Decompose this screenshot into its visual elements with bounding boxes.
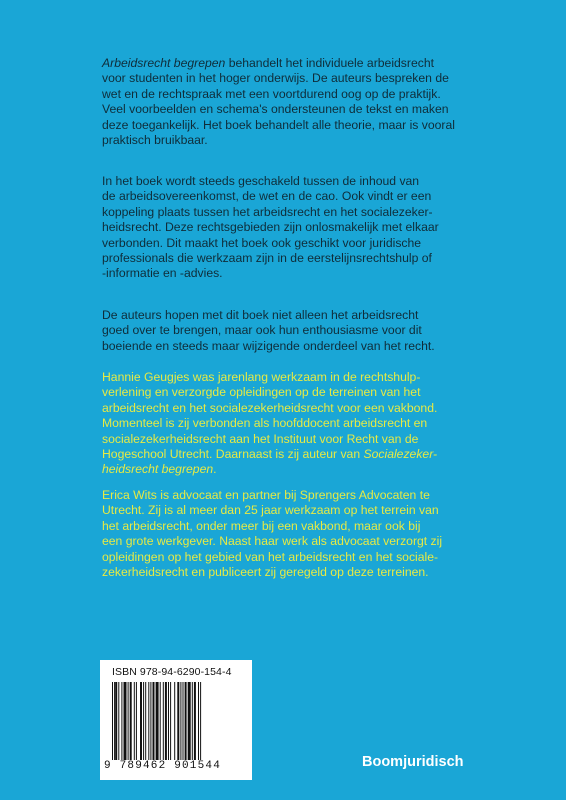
bio1-line: arbeidsrecht en het socialezekerheidsrecht voor een vakbond. — [102, 400, 438, 415]
bio1-line: verlening en verzorgde opleidingen op de terreinen van het — [102, 385, 421, 400]
other-book-title-italic: Socialezeker- — [363, 447, 438, 462]
desc-p2-line: verbonden. Dit maakt het boek ook geschikt voor juridische — [102, 235, 422, 250]
isbn-label: ISBN 978-94-6290-154-4 — [112, 666, 232, 678]
description-paragraph-1 — [102, 56, 522, 148]
desc-p1-line-1: Arbeidsrecht begrepen behandelt het individuele arbeidsrecht — [102, 56, 434, 70]
book-title-italic: Arbeidsrecht begrepen — [102, 56, 226, 70]
desc-p2-line: de arbeidsovereenkomst, de wet en de cao. Ook vindt er een — [102, 189, 432, 204]
publisher-logo: Boomjuridisch — [362, 754, 464, 770]
desc-p1-line: praktisch bruikbaar. — [102, 133, 208, 148]
author-bio-geugjes — [102, 370, 522, 478]
desc-p2-line: professionals die werkzaam zijn in de eerstelijnsrechtshulp of — [102, 251, 432, 266]
author-bio-wits — [102, 488, 522, 580]
bio1-line: heidsrecht begrepen. — [102, 462, 217, 477]
bio2-line: Erica Wits is advocaat en partner bij Sprengers Advocaten te — [102, 488, 430, 502]
desc-p2-line: koppeling plaats tussen het arbeidsrecht en het socialezeker- — [102, 204, 433, 219]
bio2-line: opleidingen op het gebied van het arbeidsrecht en het sociale- — [102, 549, 439, 564]
desc-p1-line: wet en de rechtspraak met een voortdurend oog op de praktijk. — [102, 86, 441, 101]
bio2-line: zekerheidsrecht en publiceert zij geregeld op deze terreinen. — [102, 565, 429, 580]
bio2-line: Utrecht. Zij is al meer dan 25 jaar werkzaam op het terrein van — [102, 503, 439, 518]
isbn-barcode — [100, 660, 252, 780]
bio1-line: Hogeschool Utrecht. Daarnaast is zij auteur van Socialezeker- — [102, 447, 438, 462]
desc-p1-line: voor studenten in het hoger onderwijs. De auteurs bespreken de — [102, 71, 449, 86]
bio1-line: Hannie Geugjes was jarenlang werkzaam in de rechtshulp- — [102, 370, 421, 384]
bio1-line: socialezekerheidsrecht aan het Instituut voor Recht van de — [102, 431, 419, 446]
desc-p3-line: boeiende en steeds maar wijzigende onderdeel van het recht. — [102, 338, 435, 353]
bio2-line: het arbeidsrecht, onder meer bij een vakbond, maar ook bij — [102, 518, 421, 533]
desc-p1-line: Veel voorbeelden en schema's ondersteunen de tekst en maken — [102, 102, 449, 117]
desc-p2-line: heidsrecht. Deze rechtsgebieden zijn onlosmakelijk met elkaar — [102, 220, 439, 235]
desc-p2-line: -informatie en -advies. — [102, 266, 223, 281]
desc-p2-line: In het boek wordt steeds geschakeld tussen de inhoud van — [102, 174, 420, 188]
barcode-digits: 9 789462 901544 — [104, 760, 222, 772]
other-book-title-italic: heidsrecht begrepen — [102, 462, 214, 477]
desc-p3-line: goed over te brengen, maar ook hun enthousiasme voor dit — [102, 323, 422, 338]
description-paragraph-3 — [102, 308, 522, 354]
bio1-line: Momenteel is zij verbonden als hoofddocent arbeidsrecht en — [102, 416, 428, 431]
description-paragraph-2 — [102, 174, 522, 282]
desc-p3-line: De auteurs hopen met dit boek niet alleen het arbeidsrecht — [102, 308, 419, 322]
bio2-line: een grote werkgever. Naast haar werk als advocaat verzorgt zij — [102, 534, 443, 549]
desc-p1-line: deze toegankelijk. Het boek behandelt alle theorie, maar is vooral — [102, 117, 455, 132]
barcode-bars — [112, 682, 242, 760]
